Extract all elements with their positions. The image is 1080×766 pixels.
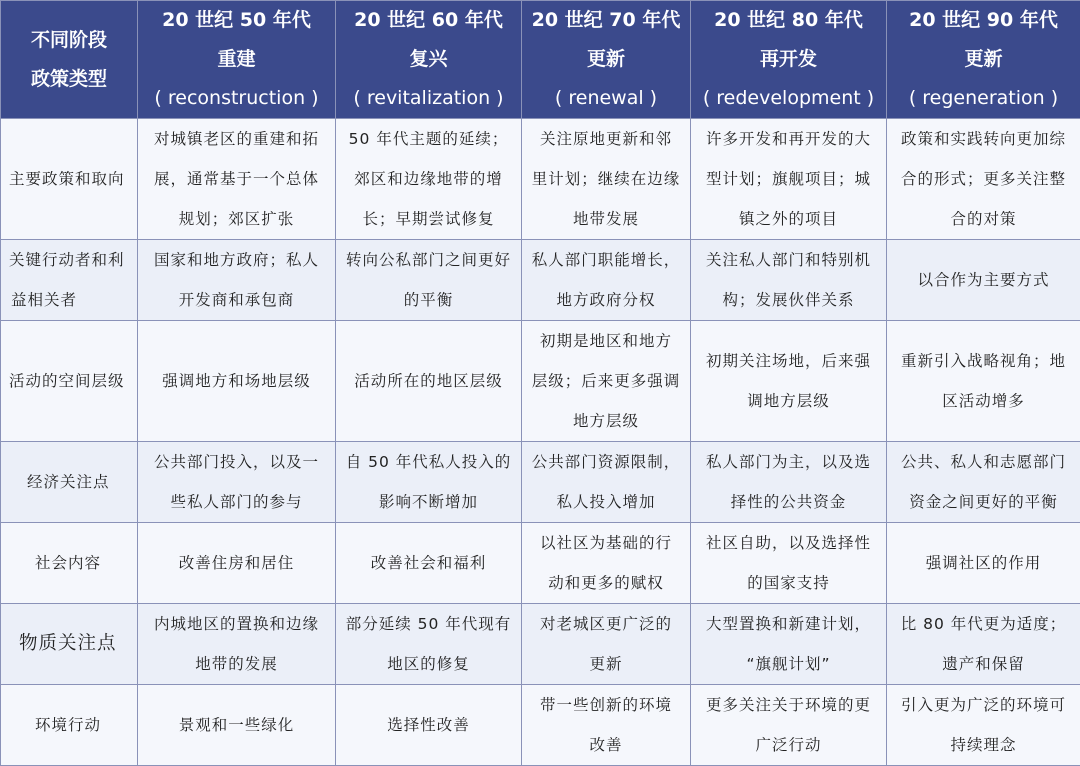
cell-line: 强调地方和场地层级 [146,361,327,401]
column-header-1980s [691,1,887,119]
cell-line: 以合作为主要方式 [895,260,1072,300]
column-name-zh: 更新 [526,40,686,79]
cell-line: 地方层级 [530,401,682,441]
table-cell [336,321,522,442]
cell-line: 规划；郊区扩张 [146,199,327,239]
cell-line: 地方政府分权 [530,280,682,320]
cell-line: 初期是地区和地方 [530,321,682,361]
cell-line: 更多关注关于环境的更 [699,685,878,725]
row-header-line: 物质关注点 [19,624,129,664]
row-header [1,119,138,240]
cell-line: 私人部门职能增长， [530,240,682,280]
cell-line: 地区的修复 [344,644,513,684]
table-row-spatial-level [1,321,1080,442]
table-cell [887,523,1080,604]
cell-line: 持续理念 [895,725,1072,765]
column-header-1970s [522,1,691,119]
column-name-en: ( revitalization ) [340,79,517,118]
table-cell [138,321,336,442]
cell-line: 型计划；旗舰项目；城 [699,159,878,199]
table-cell [522,321,691,442]
table-cell [336,685,522,766]
cell-line: 重新引入战略视角；地 [895,341,1072,381]
cell-line: 构；发展伙伴关系 [699,280,878,320]
row-header-line: 社会内容 [35,543,129,583]
cell-line: 私人投入增加 [530,482,682,522]
table-cell [691,442,887,523]
cell-line: 择性的公共资金 [699,482,878,522]
cell-line: 郊区和边缘地带的增 [344,159,513,199]
table-cell [336,604,522,685]
cell-line: 选择性改善 [344,705,513,745]
column-decade: 20 世纪 50 年代 [142,1,331,40]
table-cell [336,240,522,321]
table-cell [887,240,1080,321]
cell-line: 开发商和承包商 [146,280,327,320]
table-cell [691,240,887,321]
column-name-zh: 再开发 [695,40,882,79]
column-name-en: ( reconstruction ) [142,79,331,118]
cell-line: 改善社会和福利 [344,543,513,583]
cell-line: 公共部门资源限制， [530,442,682,482]
column-decade: 20 世纪 70 年代 [526,1,686,40]
cell-line: 国家和地方政府；私人 [146,240,327,280]
table-cell [138,685,336,766]
table-cell [522,685,691,766]
table-cell [691,321,887,442]
cell-line: 以社区为基础的行 [530,523,682,563]
table-cell [691,119,887,240]
table-cell [138,442,336,523]
cell-line: 转向公私部门之间更好 [344,240,513,280]
column-name-zh: 复兴 [340,40,517,79]
header-row [1,1,1080,119]
table-cell [887,685,1080,766]
cell-line: 许多开发和再开发的大 [699,119,878,159]
table-cell [691,685,887,766]
column-decade: 20 世纪 60 年代 [340,1,517,40]
row-header [1,604,138,685]
cell-line: 私人部门为主，以及选 [699,442,878,482]
cell-line: 合的形式；更多关注整 [895,159,1072,199]
cell-line: 关注私人部门和特别机 [699,240,878,280]
cell-line: “旗舰计划” [699,644,878,684]
column-decade: 20 世纪 90 年代 [891,1,1076,40]
cell-line: 内城地区的置换和边缘 [146,604,327,644]
cell-line: 区活动增多 [895,381,1072,421]
cell-line: 层级；后来更多强调 [530,361,682,401]
row-header [1,321,138,442]
cell-line: 大型置换和新建计划， [699,604,878,644]
row-header [1,523,138,604]
table-row-physical-focus [1,604,1080,685]
cell-line: 地带发展 [530,199,682,239]
cell-line: 关注原地更新和邻 [530,119,682,159]
cell-line: 初期关注场地，后来强 [699,341,878,381]
corner-header [1,1,138,119]
cell-line: 政策和实践转向更加综 [895,119,1072,159]
cell-line: 自 50 年代私人投入的 [344,442,513,482]
cell-line: 对城镇老区的重建和拓 [146,119,327,159]
cell-line: 改善住房和居住 [146,543,327,583]
table-cell [691,523,887,604]
cell-line: 展，通常基于一个总体 [146,159,327,199]
cell-line: 50 年代主题的延续； [344,119,513,159]
cell-line: 公共部门投入，以及一 [146,442,327,482]
table-cell [887,119,1080,240]
row-header [1,442,138,523]
cell-line: 调地方层级 [699,381,878,421]
row-header-line: 活动的空间层级 [9,361,129,401]
table-row-policy-orientation [1,119,1080,240]
table-cell [522,442,691,523]
cell-line: 广泛行动 [699,725,878,765]
table-cell [522,604,691,685]
table-row-environmental-action [1,685,1080,766]
table-cell [691,604,887,685]
column-header-1960s [336,1,522,119]
cell-line: 社区自助，以及选择性 [699,523,878,563]
cell-line: 景观和一些绿化 [146,705,327,745]
cell-line: 强调社区的作用 [895,543,1072,583]
table-cell [522,240,691,321]
column-name-en: ( regeneration ) [891,79,1076,118]
column-name-zh: 重建 [142,40,331,79]
cell-line: 对老城区更广泛的 [530,604,682,644]
table-row-economic-focus [1,442,1080,523]
column-header-1990s [887,1,1080,119]
column-name-zh: 更新 [891,40,1076,79]
cell-line: 动和更多的赋权 [530,563,682,603]
table-cell [887,321,1080,442]
table-cell [522,523,691,604]
table-cell [138,523,336,604]
row-header [1,240,138,321]
row-header [1,685,138,766]
cell-line: 带一些创新的环境 [530,685,682,725]
cell-line: 的国家支持 [699,563,878,603]
table-cell [138,604,336,685]
cell-line: 公共、私人和志愿部门 [895,442,1072,482]
table-row-social-content [1,523,1080,604]
cell-line: 长；早期尝试修复 [344,199,513,239]
column-name-en: ( renewal ) [526,79,686,118]
row-header-line: 主要政策和取向 [9,159,129,199]
row-header-line: 益相关者 [9,280,129,320]
corner-line: 政策类型 [5,60,133,99]
cell-line: 影响不断增加 [344,482,513,522]
cell-line: 的平衡 [344,280,513,320]
column-decade: 20 世纪 80 年代 [695,1,882,40]
cell-line: 比 80 年代更为适度； [895,604,1072,644]
cell-line: 改善 [530,725,682,765]
cell-line: 活动所在的地区层级 [344,361,513,401]
cell-line: 些私人部门的参与 [146,482,327,522]
table-cell [336,442,522,523]
column-header-1950s [138,1,336,119]
corner-line: 不同阶段 [5,21,133,60]
cell-line: 镇之外的项目 [699,199,878,239]
table-cell [138,119,336,240]
table-cell [887,604,1080,685]
table-cell [138,240,336,321]
row-header-line: 经济关注点 [27,462,129,502]
row-header-line: 关键行动者和利 [9,240,129,280]
column-name-en: ( redevelopment ) [695,79,882,118]
cell-line: 地带的发展 [146,644,327,684]
cell-line: 引入更为广泛的环境可 [895,685,1072,725]
cell-line: 部分延续 50 年代现有 [344,604,513,644]
table-cell [336,119,522,240]
cell-line: 合的对策 [895,199,1072,239]
cell-line: 资金之间更好的平衡 [895,482,1072,522]
cell-line: 遗产和保留 [895,644,1072,684]
row-header-line: 环境行动 [35,705,129,745]
table-cell [336,523,522,604]
table-row-key-actors [1,240,1080,321]
table-cell [887,442,1080,523]
cell-line: 里计划；继续在边缘 [530,159,682,199]
table-cell [522,119,691,240]
cell-line: 更新 [530,644,682,684]
